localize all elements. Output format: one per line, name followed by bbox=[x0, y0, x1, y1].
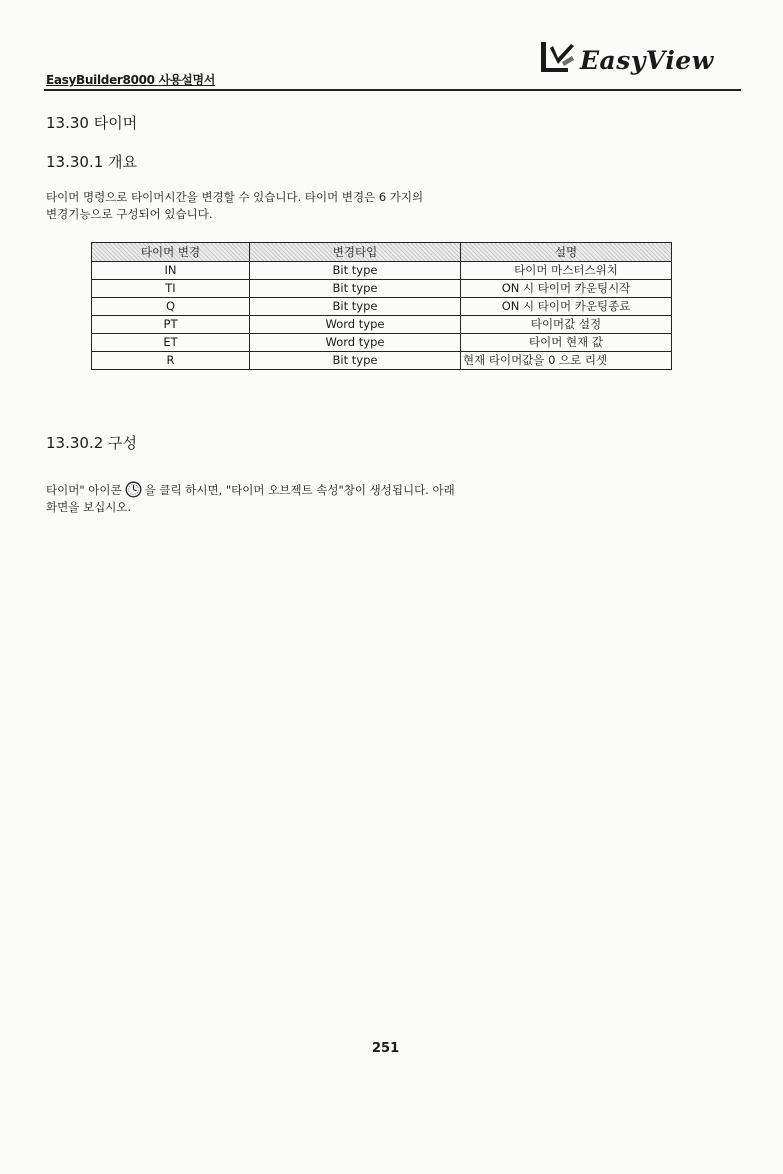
cell-name: PT bbox=[92, 316, 250, 334]
cell-type: Bit type bbox=[250, 262, 461, 280]
overview-line-1: 타이머 명령으로 타이머시간을 변경할 수 있습니다. 타이머 변경은 6 가지의 bbox=[46, 190, 424, 204]
table-row bbox=[92, 280, 672, 298]
table-row bbox=[92, 298, 672, 316]
cell-type: Word type bbox=[250, 316, 461, 334]
page-number: 251 bbox=[372, 1041, 400, 1056]
config-title: 13.30.2 구성 bbox=[46, 434, 138, 452]
cell-type: Bit type bbox=[250, 280, 461, 298]
cell-desc: 타이머 마스터스위치 bbox=[461, 262, 672, 280]
cell-desc: 타이머값 설정 bbox=[461, 316, 672, 334]
table-row bbox=[92, 262, 672, 280]
cell-desc: ON 시 타이머 카운팅종료 bbox=[461, 298, 672, 316]
header-timer-change: 타이머 변경 bbox=[92, 243, 250, 262]
cell-name: TI bbox=[92, 280, 250, 298]
cell-desc: 타이머 현재 값 bbox=[461, 334, 672, 352]
header-description: 설명 bbox=[461, 243, 672, 262]
table-row bbox=[92, 352, 672, 370]
cell-name: ET bbox=[92, 334, 250, 352]
header-change-type: 변경타입 bbox=[250, 243, 461, 262]
table-header-row bbox=[92, 243, 672, 262]
easyview-logo bbox=[538, 38, 714, 76]
cell-desc: ON 시 타이머 카운팅시작 bbox=[461, 280, 672, 298]
logo-text: EasyView bbox=[580, 46, 714, 75]
config-text-after-icon: 을 클릭 하시면, "타이머 오브젝트 속성"창이 생성됩니다. 아래 bbox=[144, 483, 455, 497]
overview-title: 13.30.1 개요 bbox=[46, 153, 138, 171]
cell-type: Word type bbox=[250, 334, 461, 352]
cell-name: Q bbox=[92, 298, 250, 316]
table-row bbox=[92, 316, 672, 334]
config-line-1 bbox=[46, 481, 455, 499]
cell-name: R bbox=[92, 352, 250, 370]
cell-name: IN bbox=[92, 262, 250, 280]
timer-icon bbox=[125, 481, 142, 498]
section-title: 13.30 타이머 bbox=[46, 114, 138, 132]
config-text-before-icon: 타이머" 아이콘 bbox=[46, 483, 122, 497]
header-doc-title: EasyBuilder8000 사용설명서 bbox=[46, 73, 216, 87]
cell-type: Bit type bbox=[250, 352, 461, 370]
easyview-logo-icon bbox=[538, 38, 578, 76]
config-paragraph bbox=[46, 481, 455, 516]
timer-command-table bbox=[91, 242, 672, 370]
header-rule bbox=[44, 89, 741, 91]
overview-paragraph bbox=[46, 189, 423, 223]
config-line-2: 화면을 보십시오. bbox=[46, 500, 132, 514]
cell-type: Bit type bbox=[250, 298, 461, 316]
overview-line-2: 변경기능으로 구성되어 있습니다. bbox=[46, 207, 213, 221]
cell-desc: 현재 타이머값을 0 으로 리셋 bbox=[461, 352, 672, 370]
table-row bbox=[92, 334, 672, 352]
